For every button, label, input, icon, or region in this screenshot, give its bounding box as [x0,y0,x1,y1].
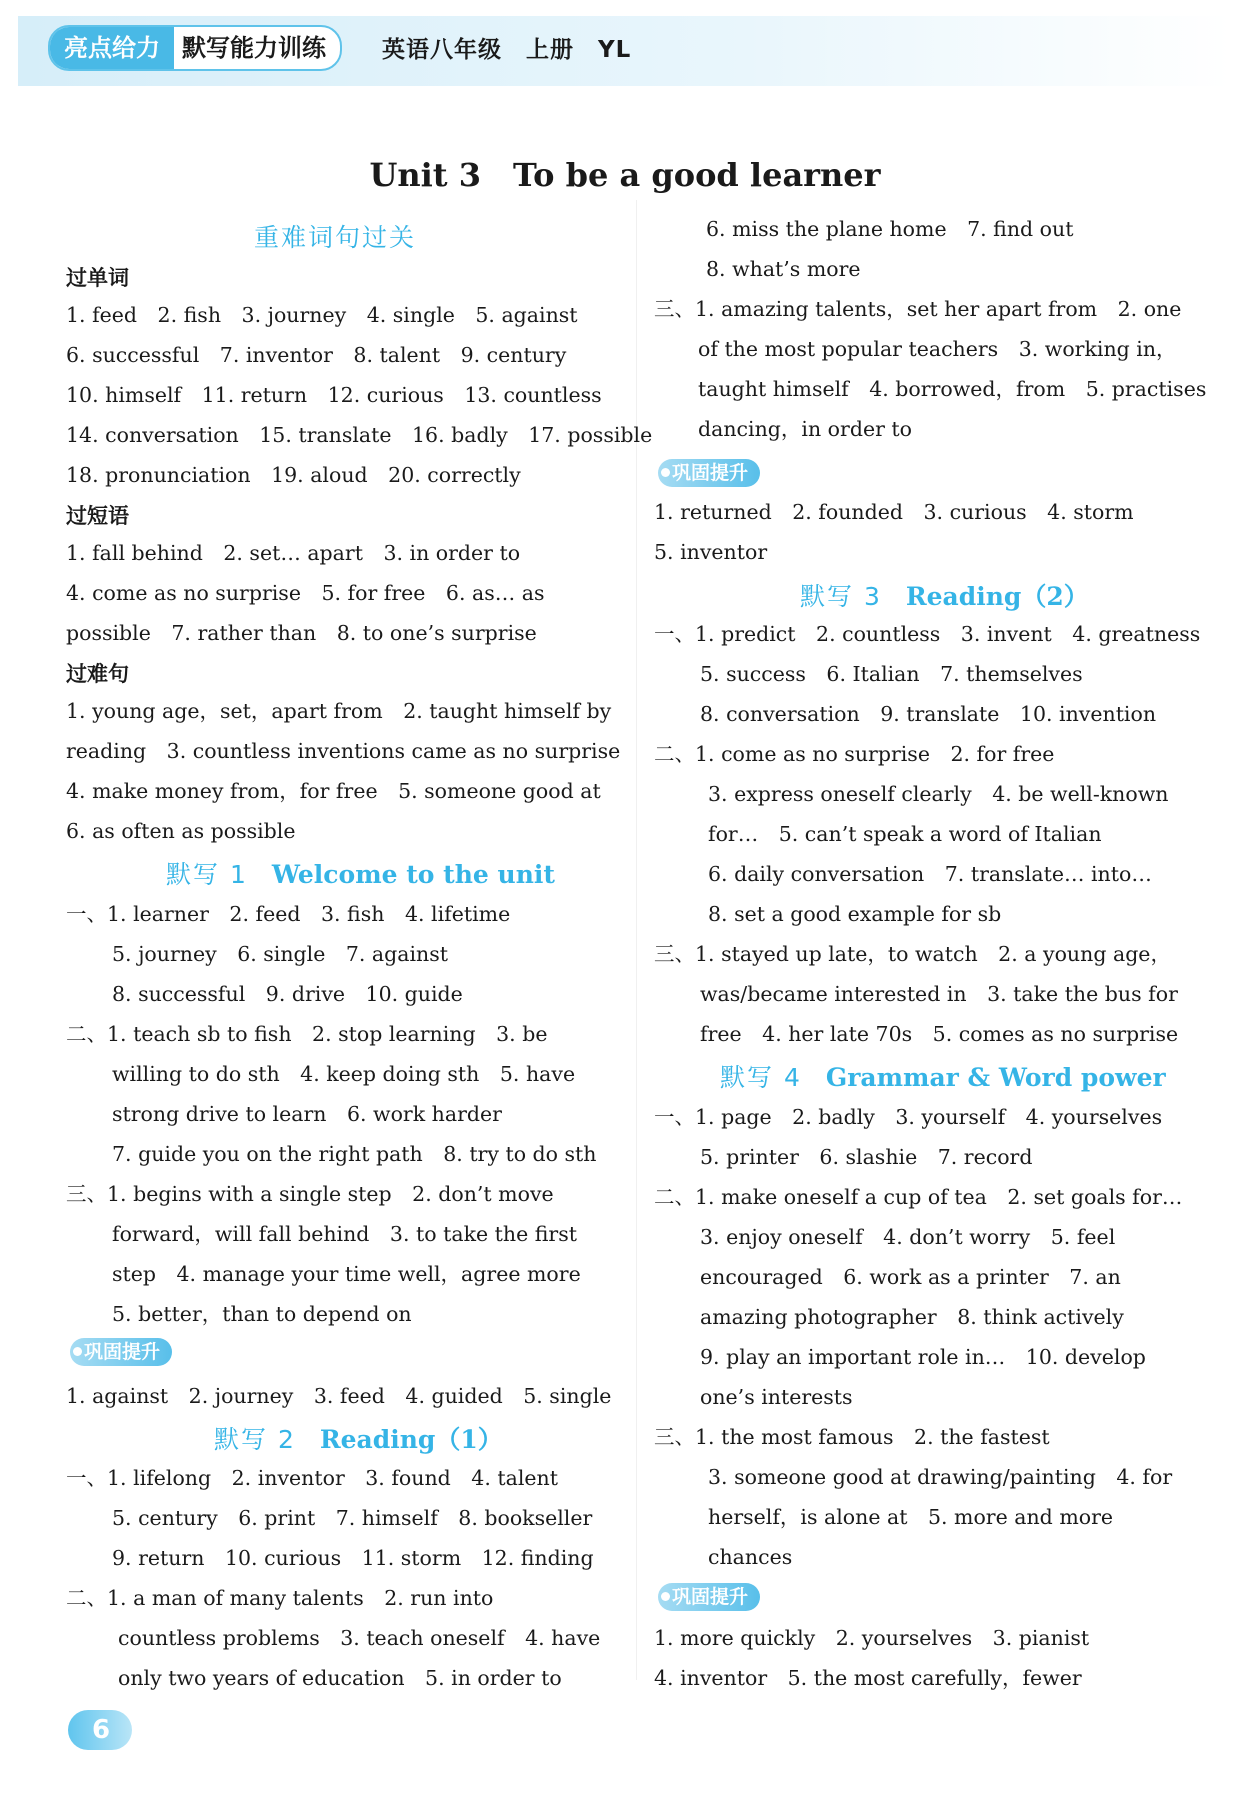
brand-badge [48,25,342,71]
answer-line: forward，will fall behind 3. to take the first [112,1222,577,1246]
section-number: 默写 2 [214,1425,296,1454]
answer-line: 14. conversation 15. translate 16. badly 17. possible [66,423,653,447]
answer-line: 9. return 10. curious 11. storm 12. finding [112,1546,594,1570]
answer-line: strong drive to learn 6. work harder [112,1102,502,1126]
answer-line: 3. express oneself clearly 4. be well-known [708,782,1169,806]
answer-line: of the most popular teachers 3. working in， [698,337,1177,361]
answer-line: 3. enjoy oneself 4. don’t worry 5. feel [700,1225,1116,1249]
unit-title: Unit 3 To be a good learner [369,156,881,194]
consolidation-badge: 巩固提升 [70,1338,172,1366]
answer-line: 5. journey 6. single 7. against [112,942,449,966]
answer-line: 3. someone good at drawing/painting 4. for [708,1465,1173,1489]
section-number: 默写 3 [800,582,882,611]
answer-line: 4. come as no surprise 5. for free 6. as… as [66,581,545,605]
answer-line: possible 7. rather than 8. to one’s surprise [66,621,537,645]
answer-line: step 4. manage your time well，agree more [112,1262,581,1286]
answer-line: chances [708,1545,793,1569]
answer-line: 5. century 6. print 7. himself 8. bookseller [112,1506,593,1530]
answer-line: willing to do sth 4. keep doing sth 5. have [112,1062,576,1086]
answer-line: 一、1. learner 2. feed 3. fish 4. lifetime [66,902,511,926]
answer-line: 8. successful 9. drive 10. guide [112,982,463,1006]
answer-line: 二、1. come as no surprise 2. for free [654,742,1055,766]
section-title-m3 [800,577,1089,613]
brand-series: 亮点给力 [50,27,174,69]
answer-line: 10. himself 11. return 12. curious 13. countless [66,383,602,407]
answer-line: 9. play an important role in… 10. develop [700,1345,1146,1369]
answer-line: 8. set a good example for sb [708,902,1002,926]
answer-line: 6. as often as possible [66,819,296,843]
answer-line: free 4. her late 70s 5. comes as no surprise [700,1022,1179,1046]
answer-line: 一、1. page 2. badly 3. yourself 4. yourselves [654,1105,1163,1129]
answer-line: 18. pronunciation 19. aloud 20. correctly [66,463,521,487]
answer-line: 三、1. begins with a single step 2. don’t move [66,1182,554,1206]
answer-line: encouraged 6. work as a printer 7. an [700,1265,1121,1289]
consolidation-badge: 巩固提升 [658,459,760,487]
section-name: Reading（2） [905,582,1089,611]
section-title: 重难词句过关 [254,223,417,252]
answer-line: amazing photographer 8. think actively [700,1305,1124,1329]
answer-line: 三、1. the most famous 2. the fastest [654,1425,1050,1449]
answer-line: 6. daily conversation 7. translate… into… [708,862,1152,886]
answer-line: 5. better，than to depend on [112,1302,412,1326]
sub-heading-words: 过单词 [66,266,129,290]
consolidation-badge: 巩固提升 [658,1583,760,1611]
answer-line: 三、1. stayed up late，to watch 2. a young age， [654,942,1171,966]
answer-line: 6. successful 7. inventor 8. talent 9. century [66,343,567,367]
answer-line: dancing，in order to [698,417,912,441]
brand-book: 默写能力训练 [182,34,326,62]
answer-line: 5. success 6. Italian 7. themselves [700,662,1083,686]
answer-line: 三、1. amazing talents，set her apart from 2. one [654,297,1182,321]
answer-line: reading 3. countless inventions came as no surprise [66,739,621,763]
answer-line: 1. young age，set，apart from 2. taught himself by [66,699,612,723]
answer-line: countless problems 3. teach oneself 4. have [118,1626,601,1650]
answer-line: 一、1. predict 2. countless 3. invent 4. greatness [654,622,1201,646]
answer-line: 8. what’s more [706,257,861,281]
section-name: Reading（1） [319,1425,503,1454]
answer-line: 1. more quickly 2. yourselves 3. pianist [654,1626,1090,1650]
answer-line: one’s interests [700,1385,853,1409]
section-number: 默写 4 [720,1063,802,1092]
section-number: 默写 1 [166,860,248,889]
answer-line: 5. printer 6. slashie 7. record [700,1145,1033,1169]
section-title-m2 [214,1420,503,1456]
answer-line: taught himself 4. borrowed，from 5. practises [698,377,1207,401]
header-title: 英语八年级 上册 YL [382,37,632,63]
section-title-m4 [720,1058,1166,1094]
answer-line: 5. inventor [654,540,768,564]
answer-line: 1. fall behind 2. set… apart 3. in order to [66,541,521,565]
answer-line: 4. make money from，for free 5. someone good at [66,779,601,803]
answer-line: was/became interested in 3. take the bus for [700,982,1178,1006]
answer-line: for… 5. can’t speak a word of Italian [708,822,1102,846]
section-title-m1 [166,855,555,891]
section-name: Grammar & Word power [825,1063,1166,1092]
answer-line: 6. miss the plane home 7. find out [706,217,1074,241]
answer-line: herself，is alone at 5. more and more [708,1505,1114,1529]
answer-line: 4. inventor 5. the most carefully，fewer [654,1666,1082,1690]
answer-line: 二、1. a man of many talents 2. run into [66,1586,494,1610]
answer-line: 二、1. teach sb to fish 2. stop learning 3. be [66,1022,548,1046]
answer-line: 1. feed 2. fish 3. journey 4. single 5. against [66,303,578,327]
sub-heading-sentences: 过难句 [66,662,129,686]
answer-line: 一、1. lifelong 2. inventor 3. found 4. talent [66,1466,558,1490]
section-name: Welcome to the unit [271,860,555,889]
answer-line: only two years of education 5. in order to [118,1666,562,1690]
answer-line: 二、1. make oneself a cup of tea 2. set goals for… [654,1185,1183,1209]
answer-line: 1. returned 2. founded 3. curious 4. storm [654,500,1134,524]
answer-line: 8. conversation 9. translate 10. invention [700,702,1157,726]
sub-heading-phrases: 过短语 [66,504,129,528]
answer-line: 7. guide you on the right path 8. try to do sth [112,1142,597,1166]
page-number: 6 [68,1710,132,1750]
answer-line: 1. against 2. journey 3. feed 4. guided 5. single [66,1384,612,1408]
